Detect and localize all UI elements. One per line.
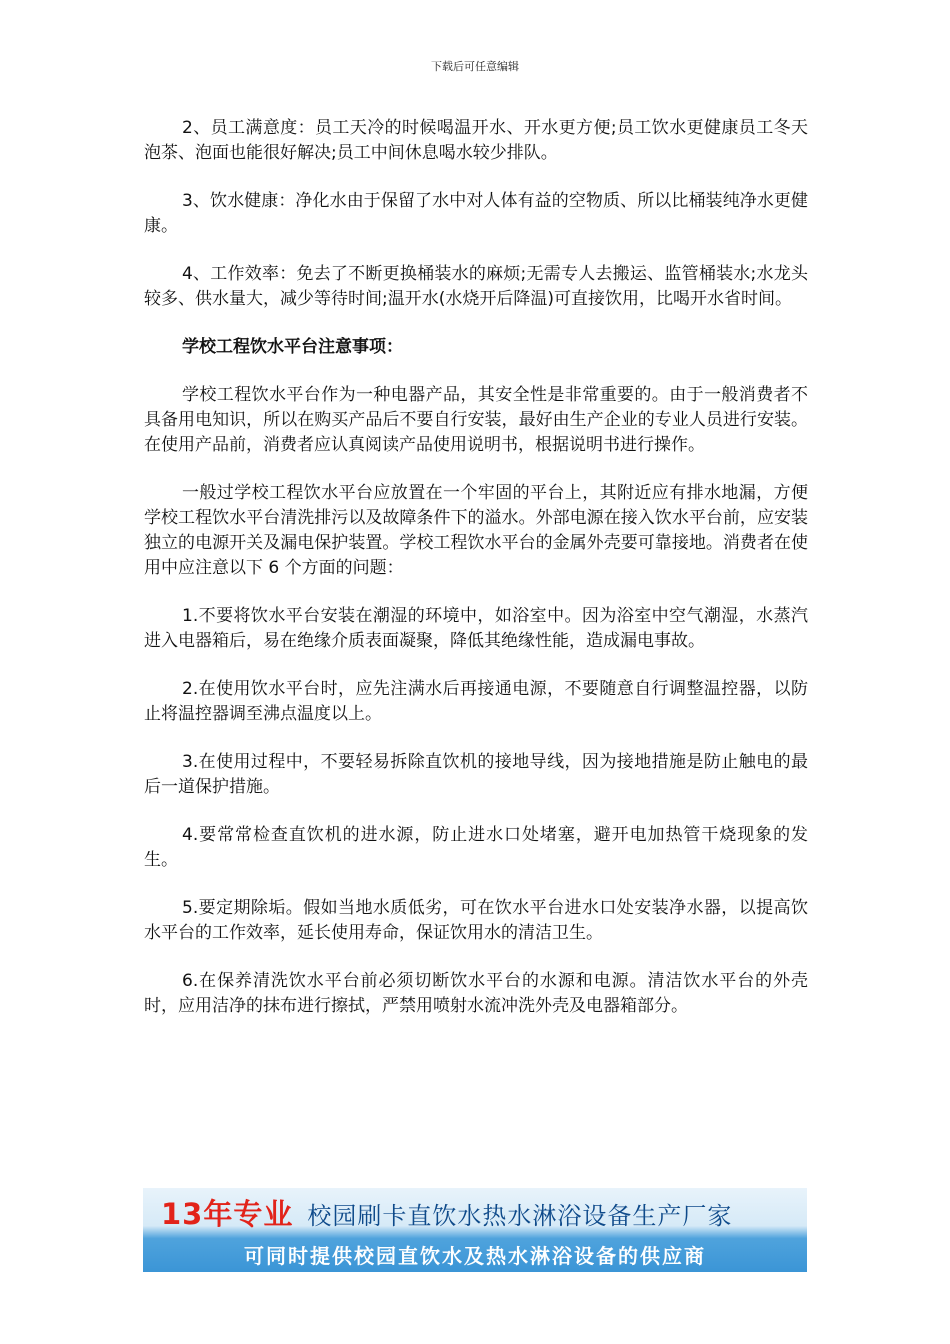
- paragraph-note-6: 6.在保养清洗饮水平台前必须切断饮水平台的水源和电源。清洁饮水平台的外壳时，应用洁净的抹布进行擦拭，严禁用喷射水流冲洗外壳及电器箱部分。: [144, 971, 808, 1016]
- banner-headline: [161, 1192, 732, 1234]
- paragraph-note-3: 3.在使用过程中，不要轻易拆除直饮机的接地导线，因为接地措施是防止触电的最后一道保护措施。: [144, 752, 808, 797]
- paragraph-employee-satisfaction: 2、员工满意度：员工天冷的时候喝温开水、开水更方便;员工饮水更健康员工冬天泡茶、泡面也能很好解决;员工中间休息喝水较少排队。: [144, 118, 808, 163]
- banner-subtitle: 可同时提供校园直饮水及热水淋浴设备的供应商: [244, 1244, 706, 1268]
- banner-years: 13年专业: [161, 1197, 294, 1231]
- paragraph-safety-intro: 学校工程饮水平台作为一种电器产品，其安全性是非常重要的。由于一般消费者不具备用电知识，所以在购买产品后不要自行安装，最好由生产企业的专业人员进行安装。在使用产品前，消费者应认真阅读产品使用说明书，根据说明书进行操作。: [144, 385, 808, 455]
- section-heading: 学校工程饮水平台注意事项：: [182, 337, 403, 357]
- advertisement-banner: [143, 1188, 807, 1272]
- paragraph-installation: 一般过学校工程饮水平台应放置在一个牢固的平台上，其附近应有排水地漏，方便学校工程饮水平台清洗排污以及故障条件下的溢水。外部电源在接入饮水平台前，应安装独立的电源开关及漏电保护装置。学校工程饮水平台的金属外壳要可靠接地。消费者在使用中应注意以下 6 个方面的问题：: [144, 483, 808, 578]
- paragraph-work-efficiency: 4、工作效率：免去了不断更换桶装水的麻烦;无需专人去搬运、监管桶装水;水龙头较多、供水量大，减少等待时间;温开水(水烧开后降温)可直接饮用，比喝开水省时间。: [144, 264, 808, 309]
- paragraph-drinking-health: 3、饮水健康：净化水由于保留了水中对人体有益的空物质、所以比桶装纯净水更健康。: [144, 191, 808, 236]
- paragraph-note-4: 4.要常常检查直饮机的进水源，防止进水口处堵塞，避开电加热管干烧现象的发生。: [144, 825, 808, 870]
- banner-title: 校园刷卡直饮水热水淋浴设备生产厂家: [307, 1202, 733, 1230]
- document-body: [144, 116, 808, 1042]
- paragraph-note-5: 5.要定期除垢。假如当地水质低劣，可在饮水平台进水口处安装净水器，以提高饮水平台的工作效率，延长使用寿命，保证饮用水的清洁卫生。: [144, 898, 808, 943]
- paragraph-note-1: 1.不要将饮水平台安装在潮湿的环境中，如浴室中。因为浴室中空气潮湿，水蒸汽进入电器箱后，易在绝缘介质表面凝聚，降低其绝缘性能，造成漏电事故。: [144, 606, 808, 651]
- header-note: 下载后可任意编辑: [431, 60, 519, 73]
- paragraph-note-2: 2.在使用饮水平台时，应先注满水后再接通电源，不要随意自行调整温控器，以防止将温控器调至沸点温度以上。: [144, 679, 808, 724]
